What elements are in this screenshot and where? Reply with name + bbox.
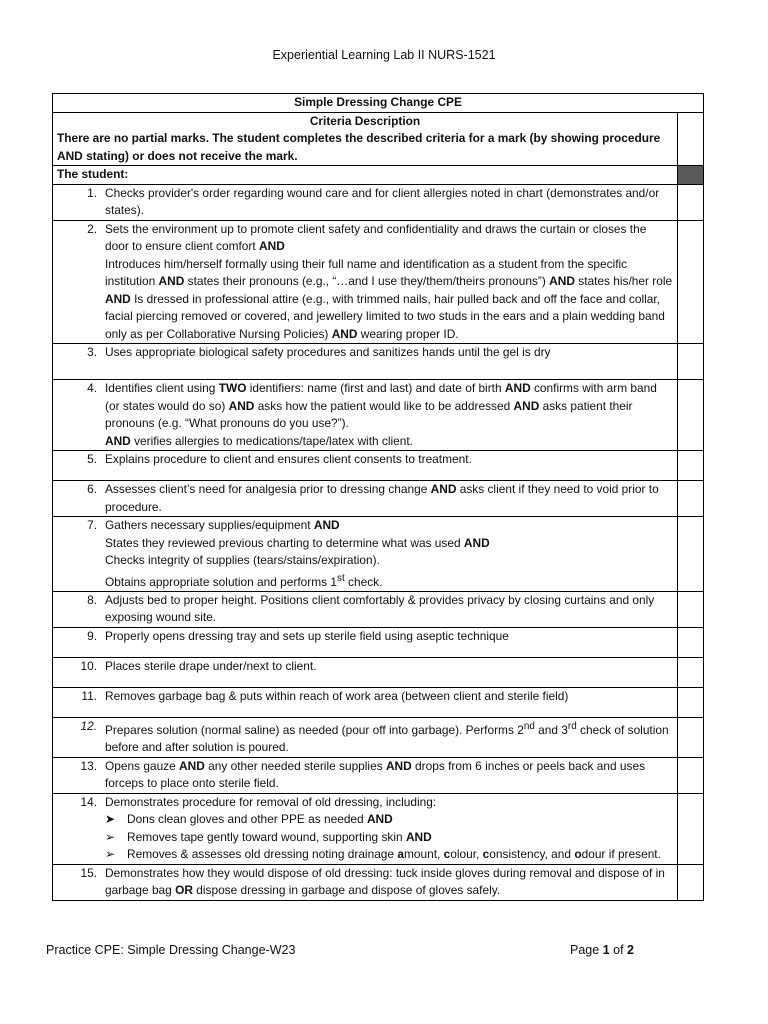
item-text: Sets the environment up to promote client safety and confidentiality and draws the curtain or closes the door to ensure client comfort AND Introduces him/herself formally using their full name and identification as a student from the specific institution AND states their pronouns (e.g., “…and I use they/them/theirs pronouns”) AND states his/her role AND Is dressed in professional attire (e.g., with trimmed nails, hair pulled back and off the face and collar, facial piercing removed or covered, and jewellery limited to two studs in the ears and a plain wedding band only as per Collaborative Nursing Policies) AND wearing proper ID. [105,221,673,341]
table-row [53,481,704,517]
item-text: Opens gauze AND any other needed sterile supplies AND drops from 6 inches or peels back and uses forceps to place onto sterile field. [105,758,646,791]
table-row [53,451,704,481]
item-number: 2. [87,221,97,236]
arrow-bullet-icon: ➢ [105,847,115,862]
mark-cell[interactable] [678,717,704,757]
item-number: 14. [80,794,97,809]
item-text: Explains procedure to client and ensures client consents to treatment. [105,452,472,466]
item-text: Demonstrates procedure for removal of old dressing, including: ➤ Dons clean gloves and other PPE as needed AND ➢ Removes tape gently toward wound, supporting skin AND ➢ Removes & assesses old dressing noting drainage amount, colour, consistency, and odour if present. [105,794,673,864]
student-row [53,166,704,185]
item-number: 11. [81,688,97,703]
table-row [53,220,704,344]
table-title: Simple Dressing Change CPE [53,94,704,113]
item-text: Checks provider's order regarding wound care and for client allergies noted in chart (demonstrates and/or states). [105,185,660,217]
criteria-text: There are no partial marks. The student completes the described criteria for a mark (by showing procedure AND stating) or does not receive the mark. [57,131,661,163]
mark-cell[interactable] [678,184,704,220]
page-number: Page 1 of 2 [570,943,634,957]
mark-cell[interactable] [678,517,704,592]
item-number: 5. [87,452,97,466]
page-header: Experiential Learning Lab II NURS-1521 [272,48,496,62]
table-row [53,717,704,757]
item-text: Assesses client’s need for analgesia prior to dressing change AND asks client if they need to void prior to procedure. [105,482,659,514]
item-number: 10. [80,658,97,673]
student-label: The student: [53,166,678,185]
mark-cell[interactable] [678,591,704,627]
item-text: Identifies client using TWO identifiers: name (first and last) and date of birth AND confirms with arm band (or states would do so) AND asks how the patient would like to be addressed AND asks patient their pronouns (e.g. “What pronouns do you use?”). AND verifies allergies to medications/tape/latex with client. [105,381,657,448]
table-title-row [53,94,704,113]
table-row [53,687,704,717]
item-number: 1. [87,185,97,200]
footer-title: Practice CPE: Simple Dressing Change-W23 [46,943,296,957]
mark-cell[interactable] [678,344,704,380]
item-number: 6. [87,482,97,496]
table-row [53,657,704,687]
item-text: Adjusts bed to proper height. Positions client comfortably & provides privacy by closing curtains and only exposing wound site. [105,592,655,625]
item-text: Properly opens dressing tray and sets up sterile field using aseptic technique [105,628,509,643]
list-item: ➢ Removes & assesses old dressing noting drainage amount, colour, consistency, and odour if present. [105,846,673,864]
item-text: Demonstrates how they would dispose of old dressing: tuck inside gloves during removal and dispose of in garbage bag OR dispose dressing in garbage and dispose of gloves safely. [105,865,665,898]
table-row [53,793,704,864]
item-number: 9. [87,628,97,643]
shaded-cell [678,166,704,185]
table-row [53,517,704,592]
arrow-bullet-icon: ➤ [105,812,115,827]
item-text: Removes garbage bag & puts within reach of work area (between client and sterile field) [105,688,569,703]
cpe-table [52,93,704,901]
mark-cell[interactable] [678,687,704,717]
mark-cell[interactable] [678,757,704,793]
table-row [53,627,704,657]
table-row [53,757,704,793]
item-text: Prepares solution (normal saline) as needed (pour off into garbage). Performs 2nd and 3rd check of solution before and after solution is poured. [105,720,669,755]
list-item: ➤ Dons clean gloves and other PPE as needed AND [105,811,673,829]
item-text: Gathers necessary supplies/equipment AND States they reviewed previous charting to determine what was used AND Checks integrity of supplies (tears/stains/expiration). Obtains appropriate solution and performs 1st check. [105,518,490,589]
table-row [53,380,704,451]
item-number: 15. [80,865,97,880]
sub-list [105,811,673,864]
item-number: 4. [87,381,97,395]
mark-cell[interactable] [678,793,704,864]
item-number: 3. [87,345,97,359]
mark-cell[interactable] [678,864,704,900]
criteria-row [53,112,704,166]
mark-cell[interactable] [678,380,704,451]
mark-cell[interactable] [678,657,704,687]
item-number: 13. [80,758,97,773]
criteria-heading: Criteria Description [309,113,421,128]
table-row [53,184,704,220]
mark-cell[interactable] [678,112,704,166]
item-number: 7. [87,518,97,532]
mark-cell[interactable] [678,481,704,517]
table-row [53,864,704,900]
list-item: ➢ Removes tape gently toward wound, supporting skin AND [105,829,673,847]
item-text: Places sterile drape under/next to client. [105,658,317,673]
item-text: Uses appropriate biological safety procedures and sanitizes hands until the gel is dry [105,345,551,359]
item-number: 8. [87,592,97,607]
item-number: 12. [80,718,97,733]
table-row [53,591,704,627]
mark-cell[interactable] [678,451,704,481]
arrow-bullet-icon: ➢ [105,829,115,844]
mark-cell[interactable] [678,627,704,657]
mark-cell[interactable] [678,220,704,344]
table-row [53,344,704,380]
